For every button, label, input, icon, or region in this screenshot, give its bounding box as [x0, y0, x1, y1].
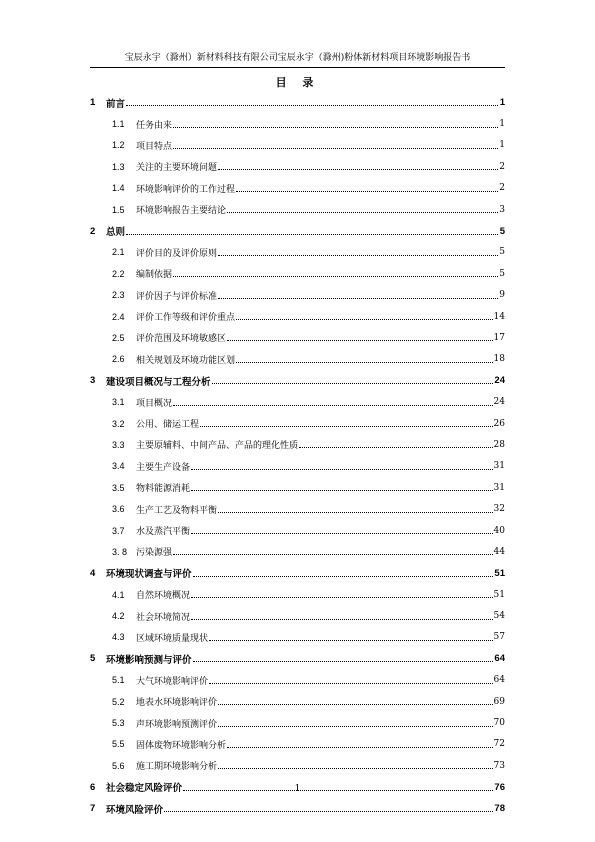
toc-section-entry[interactable]	[90, 734, 505, 755]
toc-section-entry[interactable]	[90, 584, 505, 605]
toc-dot-leader	[218, 512, 493, 513]
page-number: 1	[294, 784, 301, 794]
toc-entry-number: 3.7	[112, 525, 125, 536]
toc-section-entry[interactable]	[90, 242, 505, 263]
toc-entry-label: 项目概况	[136, 398, 173, 409]
toc-dot-leader	[212, 383, 494, 384]
toc-dot-leader	[173, 405, 493, 406]
toc-entry-label: 主要生产设备	[136, 462, 191, 473]
toc-entry-number: 3.6	[112, 504, 125, 515]
toc-section-entry[interactable]	[90, 477, 505, 498]
toc-entry-page: 14	[493, 311, 505, 322]
toc-entry-page: 18	[493, 354, 505, 365]
toc-entry-label: 建设项目概况与工程分析	[106, 376, 211, 388]
toc-entry-number: 4	[90, 567, 96, 579]
toc-entry-label: 前言	[106, 98, 126, 110]
toc-entry-number: 7	[90, 803, 96, 815]
toc-entry-number: 2	[90, 225, 96, 237]
toc-entry-page: 72	[493, 739, 505, 750]
toc-dot-leader	[236, 191, 498, 192]
toc-entry-label: 评价工作等级和评价重点	[136, 313, 236, 324]
toc-dot-leader	[126, 105, 498, 106]
toc-section-entry[interactable]	[90, 498, 505, 519]
toc-entry-number: 5.5	[112, 739, 125, 750]
toc-dot-leader	[173, 148, 498, 149]
toc-chapter-entry[interactable]	[90, 648, 505, 669]
toc-entry-label: 评价因子与评价标准	[136, 291, 218, 302]
toc-section-entry[interactable]	[90, 156, 505, 177]
toc-section-entry[interactable]	[90, 712, 505, 733]
toc-entry-label: 环境影响预测与评价	[106, 654, 192, 666]
toc-entry-page: 1	[499, 140, 505, 151]
toc-entry-number: 5.2	[112, 696, 125, 707]
toc-entry-number: 4.1	[112, 589, 125, 600]
toc-entry-number: 1.1	[112, 119, 125, 130]
toc-chapter-entry[interactable]	[90, 563, 505, 584]
toc-entry-page: 1	[499, 119, 505, 130]
toc-entry-page: 9	[499, 290, 505, 301]
page-header: 宝辰永宇（滁州）新材料科技有限公司宝辰永宇（滁州)粉体新材料项目环境影响报告书	[90, 52, 505, 68]
toc-entry-page: 51	[493, 589, 505, 600]
toc-entry-label: 评价范围及环境敏感区	[136, 334, 227, 345]
toc-entry-page: 31	[493, 482, 505, 493]
toc-dot-leader	[218, 298, 498, 299]
toc-dot-leader	[200, 426, 493, 427]
toc-entry-label: 关注的主要环境问题	[136, 163, 218, 174]
toc-entry-number: 3.5	[112, 482, 125, 493]
toc-entry-page: 2	[499, 161, 505, 172]
toc-entry-number: 2.3	[112, 290, 125, 301]
toc-entry-label: 编制依据	[136, 270, 173, 281]
toc-entry-page: 70	[493, 718, 505, 729]
toc-dot-leader	[227, 212, 498, 213]
toc-entry-page: 5	[499, 247, 505, 258]
toc-dot-leader	[193, 576, 494, 577]
toc-entry-number: 5.3	[112, 718, 125, 729]
toc-entry-page: 73	[493, 760, 505, 771]
toc-section-entry[interactable]	[90, 178, 505, 199]
toc-section-entry[interactable]	[90, 755, 505, 776]
toc-entry-page: 5	[499, 225, 505, 237]
toc-entry-number: 3.1	[112, 397, 125, 408]
toc-section-entry[interactable]	[90, 456, 505, 477]
toc-entry-page: 3	[499, 204, 505, 215]
toc-dot-leader	[218, 255, 498, 256]
toc-section-entry[interactable]	[90, 691, 505, 712]
toc-dot-leader	[236, 362, 493, 363]
toc-entry-number: 1.2	[112, 140, 125, 151]
toc-section-entry[interactable]	[90, 670, 505, 691]
toc-section-entry[interactable]	[90, 520, 505, 541]
toc-entry-label: 施工期环境影响分析	[136, 762, 218, 773]
toc-entry-number: 3.3	[112, 439, 125, 450]
toc-entry-page: 57	[493, 632, 505, 643]
toc-dot-leader	[218, 768, 493, 769]
toc-entry-number: 4.3	[112, 632, 125, 643]
toc-section-entry[interactable]	[90, 434, 505, 455]
toc-entry-label: 项目特点	[136, 141, 173, 152]
toc-chapter-entry[interactable]	[90, 370, 505, 391]
toc-entry-number: 3	[90, 375, 96, 387]
toc-entry-page: 44	[493, 546, 505, 557]
toc-dot-leader	[236, 319, 493, 320]
toc-entry-number: 3.4	[112, 461, 125, 472]
toc-chapter-entry[interactable]	[90, 798, 505, 819]
toc-entry-number: 2.4	[112, 311, 125, 322]
toc-entry-page: 1	[499, 97, 505, 109]
toc-dot-leader	[209, 640, 493, 641]
toc-entry-label: 区域环境质量现状	[136, 633, 209, 644]
toc-entry-label: 任务由来	[136, 120, 173, 131]
toc-entry-number: 1	[90, 97, 96, 109]
toc-entry-label: 公用、储运工程	[136, 420, 200, 431]
toc-entry-label: 水及蒸汽平衡	[136, 527, 191, 537]
toc-entry-label: 污染源强	[136, 548, 173, 559]
toc-entry-number: 3. 8	[112, 546, 128, 557]
table-of-contents	[90, 92, 505, 819]
toc-dot-leader	[218, 169, 498, 170]
toc-entry-number: 5.1	[112, 675, 125, 686]
toc-section-entry[interactable]	[90, 113, 505, 134]
toc-entry-label: 主要原辅料、中间产品、产品的理化性质	[136, 441, 299, 452]
toc-entry-page: 78	[494, 803, 505, 815]
toc-entry-label: 环境影响报告主要结论	[136, 206, 227, 217]
toc-dot-leader	[173, 276, 498, 277]
toc-entry-label: 相关规划及环境功能区划	[136, 355, 236, 366]
toc-entry-number: 2.2	[112, 268, 125, 279]
toc-section-entry[interactable]	[90, 199, 505, 220]
toc-chapter-entry[interactable]	[90, 220, 505, 241]
toc-entry-page: 5	[499, 268, 505, 279]
toc-section-entry[interactable]	[90, 605, 505, 626]
toc-entry-label: 自然环境概况	[136, 591, 191, 602]
toc-entry-label: 地表水环境影响评价	[136, 698, 218, 709]
toc-dot-leader	[191, 619, 493, 620]
toc-dot-leader	[191, 469, 493, 470]
toc-section-entry[interactable]	[90, 391, 505, 412]
toc-entry-number: 4.2	[112, 611, 125, 622]
toc-entry-number: 3.2	[112, 418, 125, 429]
toc-entry-page: 69	[493, 696, 505, 707]
toc-dot-leader	[227, 747, 493, 748]
toc-entry-number: 1.3	[112, 161, 125, 172]
toc-entry-page: 64	[493, 675, 505, 686]
toc-section-entry[interactable]	[90, 285, 505, 306]
toc-section-entry[interactable]	[90, 306, 505, 327]
toc-entry-number: 2.1	[112, 247, 125, 258]
toc-chapter-entry[interactable]	[90, 92, 505, 113]
toc-entry-page: 24	[494, 375, 505, 387]
toc-entry-page: 40	[493, 525, 505, 536]
toc-entry-number: 1.4	[112, 183, 125, 194]
toc-entry-label: 大气环境影响评价	[136, 676, 209, 687]
toc-entry-page: 51	[494, 567, 505, 579]
toc-entry-page: 28	[493, 439, 505, 450]
toc-entry-label: 环境风险评价	[106, 804, 164, 816]
toc-entry-label: 环境影响评价的工作过程	[136, 184, 236, 195]
toc-section-entry[interactable]	[90, 541, 505, 562]
toc-dot-leader	[164, 811, 493, 812]
toc-entry-page: 54	[493, 611, 505, 622]
toc-entry-number: 1.5	[112, 204, 125, 215]
toc-section-entry[interactable]	[90, 349, 505, 370]
toc-dot-leader	[218, 726, 493, 727]
toc-entry-page: 64	[494, 653, 505, 665]
toc-dot-leader	[173, 554, 493, 555]
toc-dot-leader	[126, 234, 498, 235]
toc-entry-label: 社会稳定风险评价	[106, 783, 183, 795]
toc-entry-page: 2	[499, 183, 505, 194]
toc-entry-page: 26	[493, 418, 505, 429]
toc-entry-number: 6	[90, 781, 96, 793]
toc-entry-label: 生产工艺及物料平衡	[136, 505, 218, 516]
toc-entry-number: 5.6	[112, 760, 125, 771]
toc-entry-page: 32	[493, 504, 505, 515]
toc-entry-label: 评价目的及评价原则	[136, 248, 218, 259]
toc-title: 目 录	[275, 76, 320, 89]
toc-dot-leader	[299, 447, 493, 448]
toc-dot-leader	[191, 533, 493, 534]
toc-dot-leader	[191, 597, 493, 598]
toc-entry-label: 总则	[106, 227, 126, 239]
toc-entry-page: 24	[493, 397, 505, 408]
toc-section-entry[interactable]	[90, 327, 505, 348]
toc-entry-number: 5	[90, 653, 96, 665]
toc-entry-page: 31	[493, 461, 505, 472]
toc-entry-page: 17	[493, 332, 505, 343]
toc-dot-leader	[193, 661, 494, 662]
toc-entry-label: 声环境影响预测评价	[136, 719, 218, 730]
toc-section-entry[interactable]	[90, 263, 505, 284]
toc-dot-leader	[173, 127, 498, 128]
toc-entry-number: 2.6	[112, 354, 125, 365]
toc-section-entry[interactable]	[90, 413, 505, 434]
toc-dot-leader	[218, 704, 493, 705]
toc-dot-leader	[227, 340, 493, 341]
toc-section-entry[interactable]	[90, 627, 505, 648]
toc-entry-label: 社会环境简况	[136, 612, 191, 623]
toc-entry-number: 2.5	[112, 332, 125, 343]
toc-entry-label: 环境现状调查与评价	[106, 569, 192, 581]
toc-entry-label: 固体废物环境影响分析	[136, 740, 227, 751]
toc-section-entry[interactable]	[90, 135, 505, 156]
toc-dot-leader	[191, 490, 493, 491]
toc-entry-label: 物料能源消耗	[136, 484, 191, 495]
toc-entry-page: 76	[494, 781, 505, 793]
toc-dot-leader	[209, 683, 493, 684]
